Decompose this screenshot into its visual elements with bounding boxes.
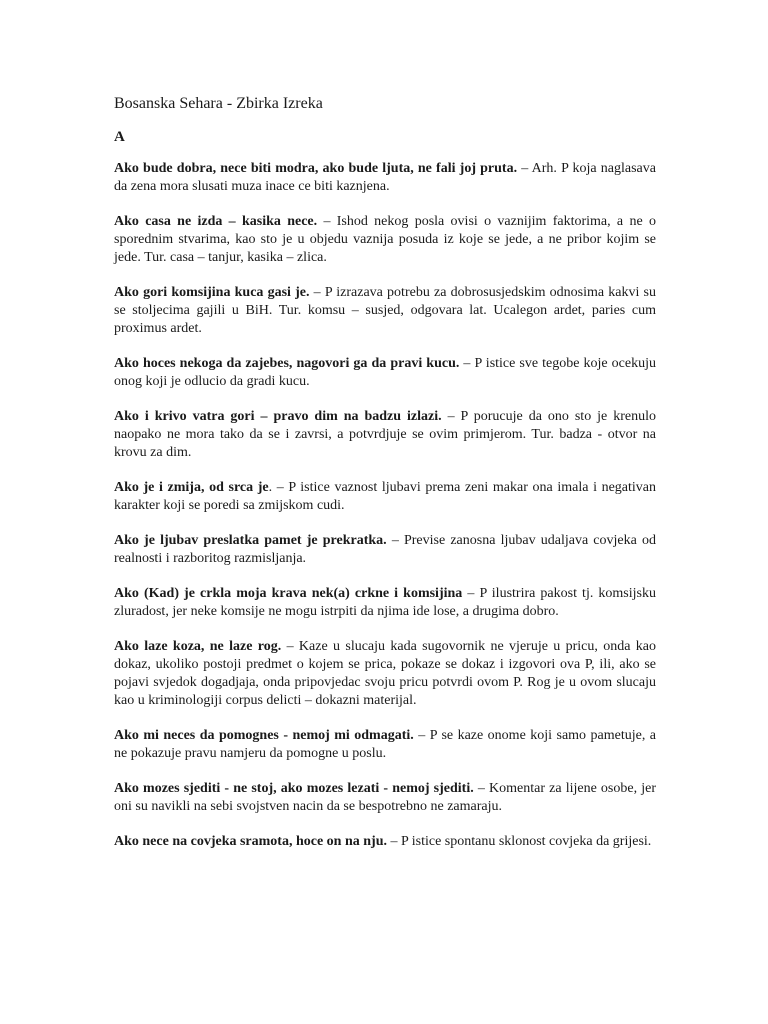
proverb-saying: Ako je i zmija, od srca je: [114, 480, 269, 495]
proverb-entry: [114, 727, 656, 763]
proverb-saying: Ako mozes sjediti - ne stoj, ako mozes lezati - nemoj sjediti.: [114, 781, 474, 796]
proverb-entry: [114, 408, 656, 462]
proverb-explanation: – P porucuje da ono sto je krenulo naopako ne mora tako da se i zavrsi, a potvrdjuje se ovim primjerom. Tur. badza - otvor na krovu za dim.: [114, 409, 656, 460]
document-page: [114, 94, 656, 868]
proverb-saying: Ako gori komsijina kuca gasi je.: [114, 285, 310, 300]
proverb-saying: Ako nece na covjeka sramota, hoce on na nju.: [114, 834, 387, 849]
proverb-explanation: – Arh. P koja naglasava da zena mora slusati muza inace ce biti kaznjena.: [114, 161, 656, 194]
section-letter: A: [114, 129, 125, 145]
proverb-explanation: – Komentar za lijene osobe, jer oni su navikli na sebi svojstven nacin da se bespotrebno ne zamaraju.: [114, 781, 656, 814]
proverb-entry: [114, 780, 656, 816]
proverb-saying: Ako casa ne izda – kasika nece.: [114, 214, 318, 229]
proverb-entry: [114, 833, 656, 851]
proverb-explanation: – Ishod nekog posla ovisi o vaznijim faktorima, a ne o sporednim stvarima, kao sto je u objedu vaznija posuda iz koje se jede, a ne pribor kojim se jede. Tur. casa – tanjur, kasika – zlica.: [114, 214, 656, 265]
proverb-entry: [114, 355, 656, 391]
proverb-explanation: – Previse zanosna ljubav udaljava covjeka od realnosti i razboritog razmisljanja.: [114, 533, 656, 566]
proverb-saying: Ako hoces nekoga da zajebes, nagovori ga da pravi kucu.: [114, 356, 460, 371]
proverb-saying: Ako laze koza, ne laze rog.: [114, 639, 282, 654]
proverb-entry: [114, 479, 656, 515]
proverb-explanation: – Kaze u slucaju kada sugovornik ne vjeruje u pricu, onda kao dokaz, ukoliko postoji predmet o kojem se prica, pokaze se dokaz i izgovori ova P, ili, ako se pojavi svjedok dogadjaja, onda pripovjedac svoju pricu potvrdi ovom P. Rog je u ovom slucaju kao u kriminologiji corpus delicti – dokazni materijal.: [114, 639, 656, 708]
proverb-entry: [114, 160, 656, 196]
proverb-explanation: – P istice spontanu sklonost covjeka da grijesi.: [387, 834, 652, 849]
proverb-entry: [114, 585, 656, 621]
proverb-explanation: – P se kaze onome koji samo pametuje, a ne pokazuje pravu namjeru da pomogne u poslu.: [114, 728, 657, 761]
proverb-saying: Ako i krivo vatra gori – pravo dim na badzu izlazi.: [114, 409, 442, 424]
proverb-entry: [114, 213, 656, 267]
proverb-saying: Ako mi neces da pomognes - nemoj mi odmagati.: [114, 728, 414, 743]
proverb-explanation: – P ilustrira pakost tj. komsijsku zluradost, jer neke komsije ne mogu istrpiti da njima ide lose, a drugima dobro.: [114, 586, 656, 619]
proverb-entry: [114, 638, 656, 710]
proverb-saying: Ako (Kad) je crkla moja krava nek(a) crkne i komsijina: [114, 586, 463, 601]
document-title: Bosanska Sehara - Zbirka Izreka: [114, 95, 323, 112]
proverb-saying: Ako je ljubav preslatka pamet je prekratka.: [114, 533, 387, 548]
proverb-explanation: . – P istice vaznost ljubavi prema zeni makar ona imala i negativan karakter koji se poredi sa zmijskom cudi.: [114, 480, 657, 513]
proverb-explanation: – P izrazava potrebu za dobrosusjedskim odnosima kakvi su se stoljecima gajili u BiH. Tur. komsu – susjed, odgovara lat. Ucalegon ardet, paries cum proximus ardet.: [114, 285, 656, 336]
proverb-saying: Ako bude dobra, nece biti modra, ako bude ljuta, ne fali joj pruta.: [114, 161, 518, 176]
proverb-explanation: – P istice sve tegobe koje ocekuju onog koji je odlucio da gradi kucu.: [114, 356, 656, 389]
proverb-entry: [114, 532, 656, 568]
proverb-entry: [114, 284, 656, 338]
